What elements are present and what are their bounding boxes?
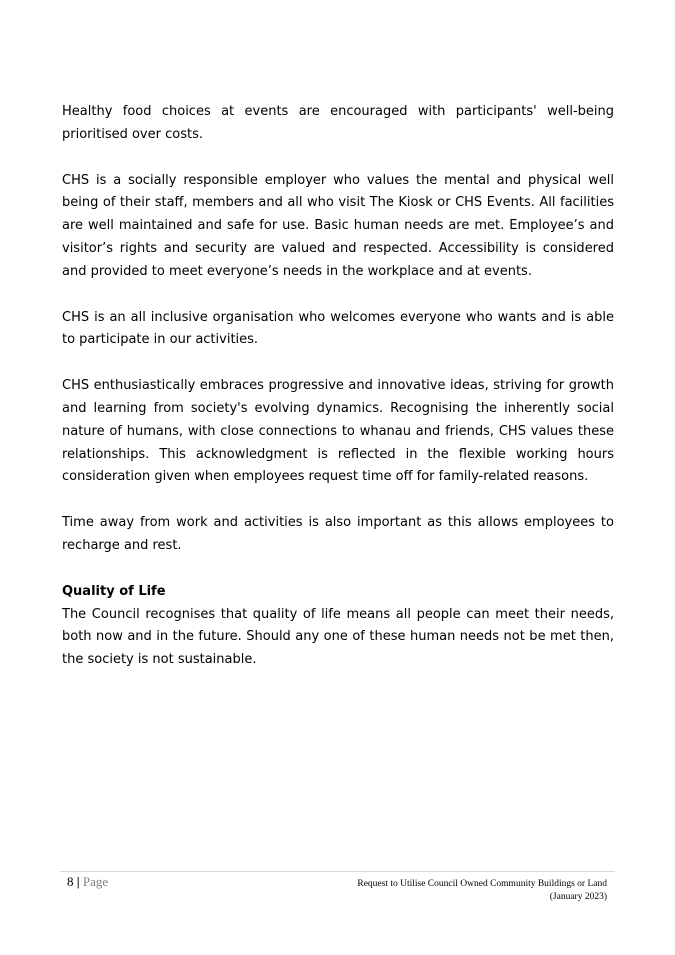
- page-separator: |: [76, 874, 80, 889]
- paragraph-inclusive: CHS is an all inclusive organisation who welcomes everyone who wants and is able to participate in our activities.: [62, 309, 614, 348]
- footer-title-line: Request to Utilise Council Owned Community Buildings or Land: [357, 879, 607, 889]
- paragraph-socially-responsible: CHS is a socially responsible employer who values the mental and physical well being of their staff, members and all who visit The Kiosk or CHS Events. All facilities are well maintained and safe for use. Basic human needs are met. Employee’s and visitor’s rights and security are valued and respected. Accessibility is considered and provided to meet everyone’s needs in the workplace and at events.: [62, 172, 614, 279]
- page-number: 8: [67, 874, 74, 889]
- footer-date-line: (January 2023): [549, 891, 607, 902]
- paragraph-quality-of-life: The Council recognises that quality of life means all people can meet their needs, both now and in the future. Should any one of these human needs not be met then, the society is not sustainable.: [62, 606, 614, 668]
- footer-page-number: [67, 874, 108, 890]
- footer-divider: [60, 871, 615, 872]
- paragraph-progressive: CHS enthusiastically embraces progressive and innovative ideas, striving for growth and learning from society's evolving dynamics. Recognising the inherently social nature of humans, with close connections to whanau and friends, CHS values these relationships. This acknowledgment is reflected in the flexible working hours consideration given when employees request time off for family-related reasons.: [62, 378, 614, 485]
- section-heading-quality-of-life: Quality of Life: [62, 583, 166, 599]
- paragraph-healthy-food: Healthy food choices at events are encouraged with participants' well-being prioritised over costs.: [62, 104, 614, 142]
- paragraph-time-away: Time away from work and activities is also important as this allows employees to recharge and rest.: [62, 515, 614, 553]
- document-body: [62, 101, 614, 672]
- page-label: Page: [82, 874, 109, 889]
- footer-document-title: [357, 878, 607, 903]
